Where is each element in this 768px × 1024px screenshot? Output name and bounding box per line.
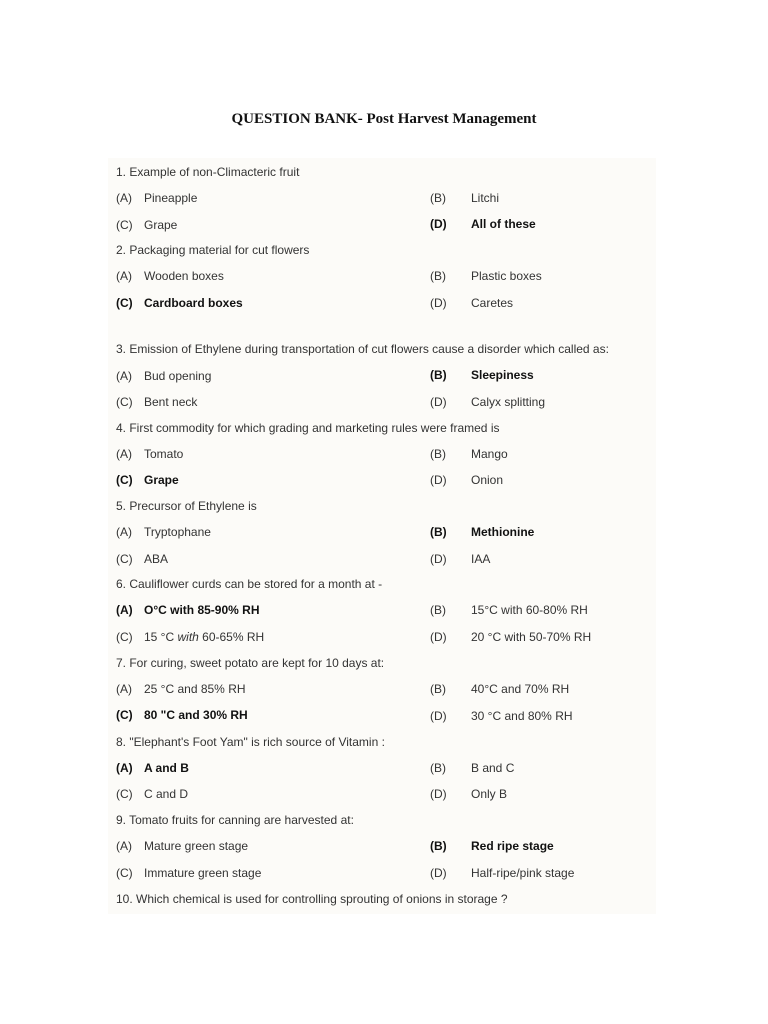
q2-option-d: (D) Caretes [430,296,514,310]
question-10: 10. Which chemical is used for controlling sprouting of onions in storage ? [116,892,508,906]
q4-option-a: (A) Tomato [116,447,184,461]
q3-option-a: (A) Bud opening [116,369,212,383]
q3-option-b-answer: (B) Sleepiness [430,368,534,382]
q7-option-c-answer: (C) 80 "C and 30% RH [116,708,248,722]
q5-option-a: (A) Tryptophane [116,525,211,539]
q4-option-b: (B) Mango [430,447,508,461]
q8-option-b: (B) B and C [430,761,515,775]
q6-option-c: (C) 15 °C with 60-65% RH [116,630,265,644]
q9-option-b-answer: (B) Red ripe stage [430,839,554,853]
q5-option-b-answer: (B) Methionine [430,525,535,539]
q5-option-d: (D) IAA [430,552,491,566]
q4-option-c-answer: (C) Grape [116,473,179,487]
question-2: 2. Packaging material for cut flowers [116,243,310,257]
q1-option-d-answer: (D) All of these [430,217,536,231]
q9-option-a: (A) Mature green stage [116,839,249,853]
q2-option-a: (A) Wooden boxes [116,269,224,283]
q6-option-a-answer: (A) O°C with 85-90% RH [116,603,260,617]
q1-option-b: (B) Litchi [430,191,500,205]
q1-option-c: (C) Grape [116,218,178,232]
q7-option-b: (B) 40°C and 70% RH [430,682,570,696]
question-7: 7. For curing, sweet potato are kept for 10 days at: [116,656,385,670]
question-6: 6. Cauliflower curds can be stored for a month at - [116,577,383,591]
page-title: QUESTION BANK- Post Harvest Management [231,111,537,127]
q9-option-d: (D) Half-ripe/pink stage [430,866,575,880]
q8-option-a-answer: (A) A and B [116,761,189,775]
question-1: 1. Example of non-Climacteric fruit [116,165,300,179]
q6-option-d: (D) 20 °C with 50-70% RH [430,630,592,644]
q1-option-a: (A) Pineapple [116,191,198,205]
q5-option-c: (C) ABA [116,552,169,566]
q6-option-b: (B) 15°C with 60-80% RH [430,603,588,617]
q8-option-d: (D) Only B [430,787,508,801]
question-4: 4. First commodity for which grading and marketing rules were framed is [116,421,500,435]
question-8: 8. "Elephant's Foot Yam" is rich source of Vitamin : [116,735,385,749]
q2-option-b: (B) Plastic boxes [430,269,542,283]
q9-option-c: (C) Immature green stage [116,866,262,880]
q4-option-d: (D) Onion [430,473,504,487]
question-3: 3. Emission of Ethylene during transportation of cut flowers cause a disorder which called as: [116,342,609,356]
q3-option-c: (C) Bent neck [116,395,198,409]
q7-option-d: (D) 30 °C and 80% RH [430,709,573,723]
question-5: 5. Precursor of Ethylene is [116,499,257,513]
q3-option-d: (D) Calyx splitting [430,395,546,409]
q7-option-a: (A) 25 °C and 85% RH [116,682,246,696]
q8-option-c: (C) C and D [116,787,189,801]
q2-option-c-answer: (C) Cardboard boxes [116,296,243,310]
question-9: 9. Tomato fruits for canning are harvested at: [116,813,354,827]
